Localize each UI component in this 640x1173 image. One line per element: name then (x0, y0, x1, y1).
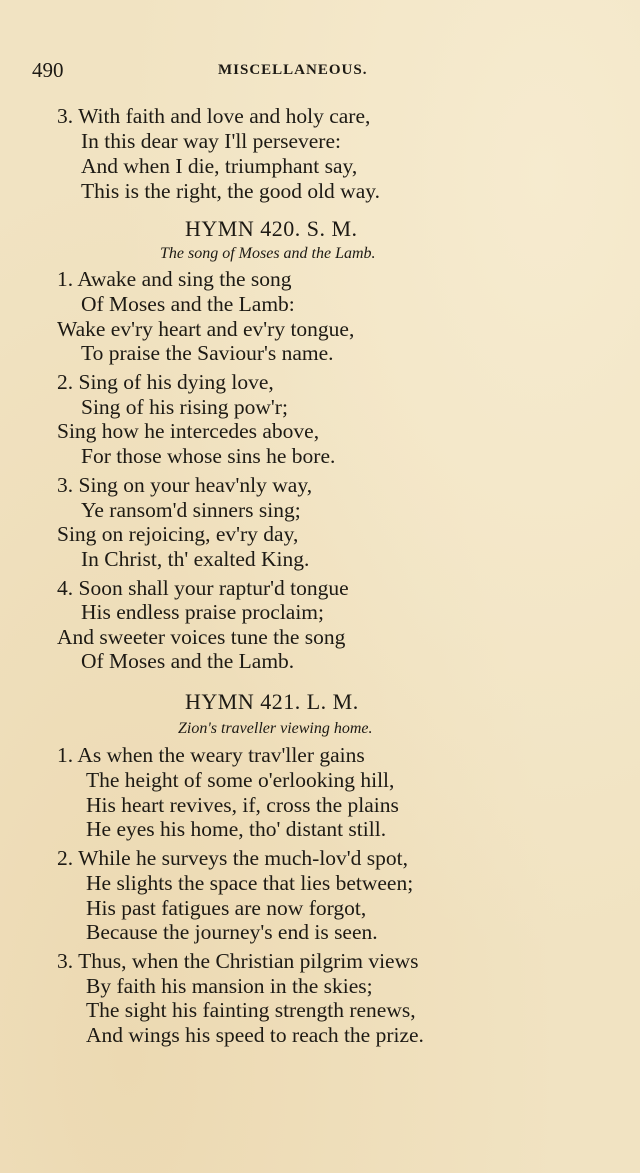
verse-line: 1. Awake and sing the song (57, 267, 292, 291)
verse-line: 2. Sing of his dying love, (57, 370, 274, 394)
verse-line: He eyes his home, tho' distant still. (86, 817, 387, 841)
verse-line: Ye ransom'd sinners sing; (81, 498, 301, 522)
verse-line: In Christ, th' exalted King. (81, 547, 310, 571)
verse-line: 3. Thus, when the Christian pilgrim views (57, 949, 419, 973)
running-head: MISCELLANEOUS. (218, 62, 368, 78)
hymn-title: HYMN 421. L. M. (185, 689, 359, 714)
verse-line: For those whose sins he bore. (81, 444, 336, 468)
verse-line: 3. With faith and love and holy care, (57, 104, 371, 128)
verse-line: Of Moses and the Lamb. (81, 649, 295, 673)
verse-line: And wings his speed to reach the prize. (86, 1023, 424, 1047)
verse-line: Sing on rejoicing, ev'ry day, (57, 522, 299, 546)
verse-line: Because the journey's end is seen. (86, 920, 378, 944)
verse-line: And sweeter voices tune the song (57, 625, 346, 649)
verse-line: And when I die, triumphant say, (81, 154, 358, 178)
verse-line: He slights the space that lies between; (86, 871, 414, 895)
verse-line: In this dear way I'll persevere: (81, 129, 341, 153)
page-number: 490 (32, 58, 64, 82)
page-header (32, 58, 592, 88)
verse-line: His heart revives, if, cross the plains (86, 793, 399, 817)
verse-line: By faith his mansion in the skies; (86, 974, 373, 998)
verse-line: 2. While he surveys the much-lov'd spot, (57, 846, 409, 870)
hymn-subtitle: Zion's traveller viewing home. (178, 720, 373, 737)
verse-line: 4. Soon shall your raptur'd tongue (57, 576, 349, 600)
verse-line: His past fatigues are now forgot, (86, 896, 367, 920)
verse-line: His endless praise proclaim; (81, 600, 325, 624)
hymn-subtitle: The song of Moses and the Lamb. (160, 245, 376, 262)
verse-line: This is the right, the good old way. (81, 179, 380, 203)
verse-line: 3. Sing on your heav'nly way, (57, 473, 313, 497)
verse-line: Wake ev'ry heart and ev'ry tongue, (57, 317, 355, 341)
verse-line: To praise the Saviour's name. (81, 341, 334, 365)
verse-line: 1. As when the weary trav'ller gains (57, 743, 365, 767)
hymn-title: HYMN 420. S. M. (185, 216, 358, 241)
verse-line: Sing of his rising pow'r; (81, 395, 288, 419)
verse-line: Sing how he intercedes above, (57, 419, 320, 443)
verse-line: The height of some o'erlooking hill, (86, 768, 395, 792)
verse-line: The sight his fainting strength renews, (86, 998, 416, 1022)
verse-line: Of Moses and the Lamb: (81, 292, 295, 316)
